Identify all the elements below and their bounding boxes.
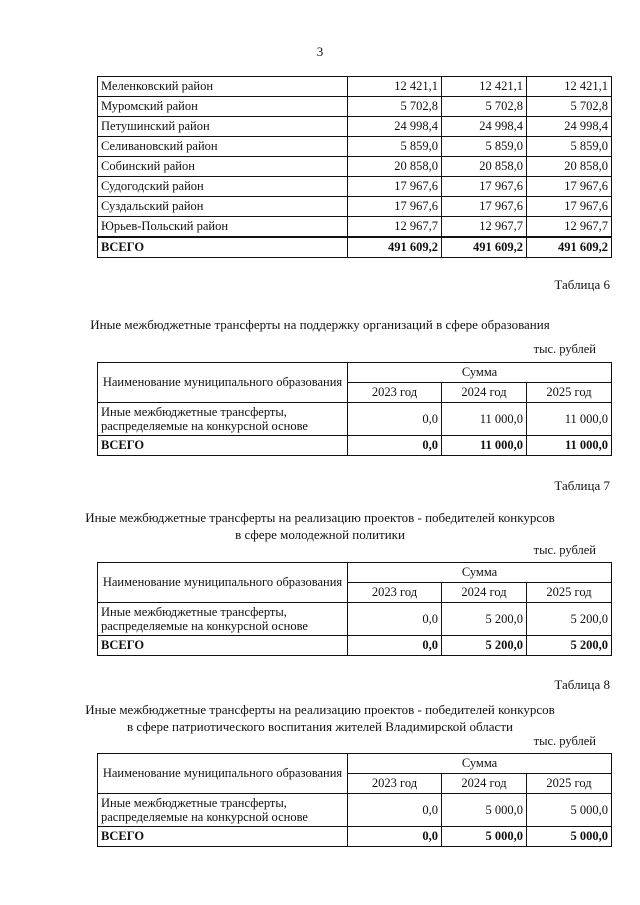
regions-total-2025: 491 609,2: [527, 237, 612, 258]
region-value-2023: 12 967,7: [348, 217, 442, 238]
table8-total-2023: 0,0: [348, 827, 442, 847]
table8-title: [60, 701, 580, 735]
region-value-2023: 5 702,8: [348, 97, 442, 117]
table6-title: [60, 316, 580, 333]
regions-total-row: [98, 237, 612, 258]
region-name: Меленковский район: [98, 77, 348, 97]
table8-row-2024: 5 000,0: [442, 794, 527, 827]
table8-total-label: ВСЕГО: [98, 827, 348, 847]
region-value-2023: 24 998,4: [348, 117, 442, 137]
region-value-2024: 12 421,1: [442, 77, 527, 97]
table7-row-2023: 0,0: [348, 603, 442, 636]
table7-row-2025: 5 200,0: [527, 603, 612, 636]
region-value-2025: 12 421,1: [527, 77, 612, 97]
regions-table: [97, 76, 612, 258]
table7-header-sum: Сумма: [348, 563, 612, 583]
region-value-2025: 20 858,0: [527, 157, 612, 177]
table8-row-2025: 5 000,0: [527, 794, 612, 827]
table8-header-sum: Сумма: [348, 754, 612, 774]
table6-caption: Таблица 6: [554, 277, 610, 292]
region-name: Петушинский район: [98, 117, 348, 137]
region-value-2025: 5 859,0: [527, 137, 612, 157]
table8-year-2024: 2024 год: [442, 774, 527, 794]
region-value-2025: 24 998,4: [527, 117, 612, 137]
region-value-2023: 17 967,6: [348, 177, 442, 197]
table6-row-name-line1: Иные межбюджетные трансферты,: [101, 405, 287, 419]
table6-year-2023: 2023 год: [348, 383, 442, 403]
regions-row: [98, 197, 612, 217]
regions-total-2023: 491 609,2: [348, 237, 442, 258]
table8-row-2023: 0,0: [348, 794, 442, 827]
table7-units: тыс. рублей: [533, 543, 596, 557]
table8-units: тыс. рублей: [533, 734, 596, 748]
table7-title: [60, 509, 580, 543]
region-value-2024: 24 998,4: [442, 117, 527, 137]
table7-year-2025: 2025 год: [527, 583, 612, 603]
region-value-2025: 12 967,7: [527, 217, 612, 238]
region-value-2024: 5 702,8: [442, 97, 527, 117]
table6-title-line1: Иные межбюджетные трансферты на поддержку организаций в сфере образования: [90, 317, 550, 332]
table7: [97, 562, 612, 656]
table7-total-2023: 0,0: [348, 636, 442, 656]
table8-total-2024: 5 000,0: [442, 827, 527, 847]
regions-row: [98, 217, 612, 238]
table8-title-line2: в сфере патриотического воспитания жителей Владимирской области: [127, 719, 513, 734]
table7-header-name: Наименование муниципального образования: [98, 563, 348, 603]
table6-year-2025: 2025 год: [527, 383, 612, 403]
page-number: 3: [316, 44, 324, 59]
table6-row-name: [98, 403, 348, 436]
region-value-2024: 5 859,0: [442, 137, 527, 157]
table7-total-2025: 5 200,0: [527, 636, 612, 656]
regions-row: [98, 97, 612, 117]
table8-row-name: [98, 794, 348, 827]
table6-total-label: ВСЕГО: [98, 436, 348, 456]
table7-title-line2: в сфере молодежной политики: [235, 527, 405, 542]
regions-total-2024: 491 609,2: [442, 237, 527, 258]
regions-row: [98, 77, 612, 97]
region-name: Судогодский район: [98, 177, 348, 197]
table8-year-2025: 2025 год: [527, 774, 612, 794]
table8-year-2023: 2023 год: [348, 774, 442, 794]
region-value-2025: 17 967,6: [527, 177, 612, 197]
region-value-2023: 12 421,1: [348, 77, 442, 97]
table7-year-2024: 2024 год: [442, 583, 527, 603]
region-value-2024: 17 967,6: [442, 177, 527, 197]
regions-row: [98, 117, 612, 137]
table6-units: тыс. рублей: [533, 342, 596, 356]
table6: [97, 362, 612, 456]
table7-row-name-line2: распределяемые на конкурсной основе: [101, 619, 308, 633]
region-value-2024: 12 967,7: [442, 217, 527, 238]
table8-row-name-line2: распределяемые на конкурсной основе: [101, 810, 308, 824]
table7-row-name: [98, 603, 348, 636]
region-value-2024: 17 967,6: [442, 197, 527, 217]
region-value-2023: 20 858,0: [348, 157, 442, 177]
regions-row: [98, 157, 612, 177]
table8: [97, 753, 612, 847]
region-value-2023: 5 859,0: [348, 137, 442, 157]
region-name: Суздальский район: [98, 197, 348, 217]
table7-title-line1: Иные межбюджетные трансферты на реализацию проектов - победителей конкурсов: [85, 510, 555, 525]
region-name: Муромский район: [98, 97, 348, 117]
regions-total-label: ВСЕГО: [98, 237, 348, 258]
region-name: Юрьев-Польский район: [98, 217, 348, 238]
table6-header-sum: Сумма: [348, 363, 612, 383]
region-name: Селивановский район: [98, 137, 348, 157]
table8-title-line1: Иные межбюджетные трансферты на реализацию проектов - победителей конкурсов: [85, 702, 555, 717]
table6-row-2025: 11 000,0: [527, 403, 612, 436]
region-value-2025: 17 967,6: [527, 197, 612, 217]
regions-table-body: [98, 77, 612, 258]
regions-row: [98, 137, 612, 157]
region-value-2025: 5 702,8: [527, 97, 612, 117]
table8-total-2025: 5 000,0: [527, 827, 612, 847]
table7-total-label: ВСЕГО: [98, 636, 348, 656]
table8-row-name-line1: Иные межбюджетные трансферты,: [101, 796, 287, 810]
table6-header-name: Наименование муниципального образования: [98, 363, 348, 403]
table6-row-2024: 11 000,0: [442, 403, 527, 436]
table6-total-2023: 0,0: [348, 436, 442, 456]
table8-header-name: Наименование муниципального образования: [98, 754, 348, 794]
table7-year-2023: 2023 год: [348, 583, 442, 603]
table6-total-2024: 11 000,0: [442, 436, 527, 456]
table7-total-2024: 5 200,0: [442, 636, 527, 656]
region-value-2024: 20 858,0: [442, 157, 527, 177]
table7-caption: Таблица 7: [554, 478, 610, 493]
table6-row-2023: 0,0: [348, 403, 442, 436]
table7-row-2024: 5 200,0: [442, 603, 527, 636]
region-name: Собинский район: [98, 157, 348, 177]
table6-year-2024: 2024 год: [442, 383, 527, 403]
region-value-2023: 17 967,6: [348, 197, 442, 217]
table6-row-name-line2: распределяемые на конкурсной основе: [101, 419, 308, 433]
table6-total-2025: 11 000,0: [527, 436, 612, 456]
table7-row-name-line1: Иные межбюджетные трансферты,: [101, 605, 287, 619]
regions-row: [98, 177, 612, 197]
table8-caption: Таблица 8: [554, 677, 610, 692]
